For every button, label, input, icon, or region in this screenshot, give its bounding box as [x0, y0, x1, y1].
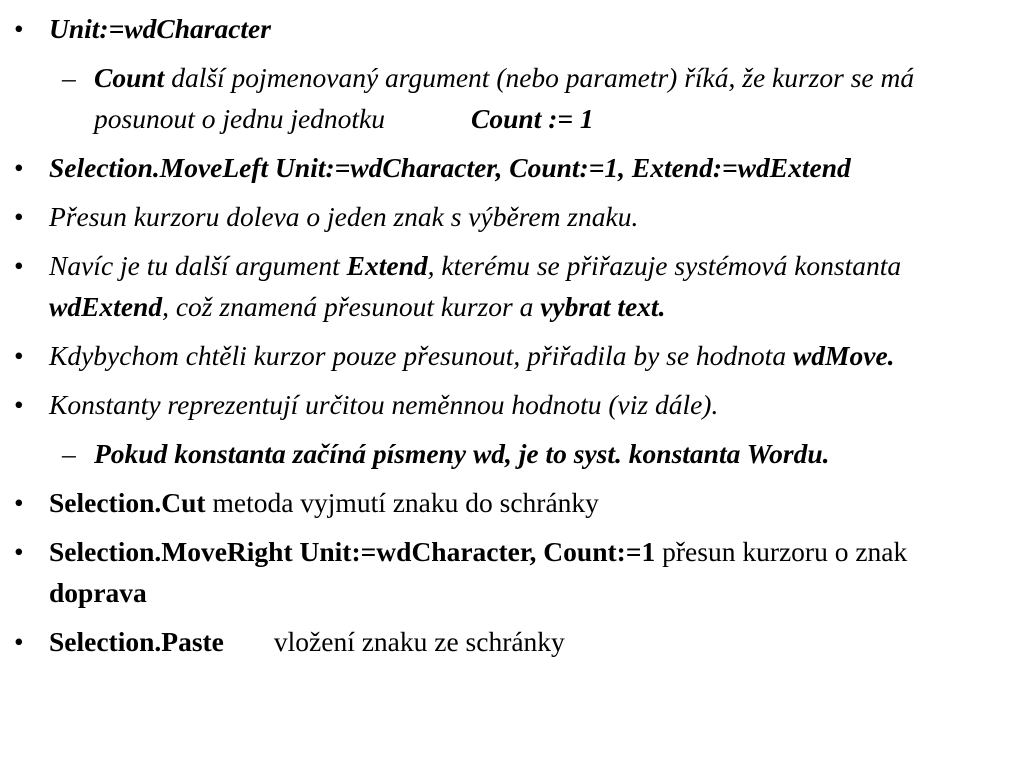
- text-doprava: doprava: [49, 577, 147, 608]
- text-wdextend-term: wdExtend: [49, 291, 163, 322]
- text-count-assignment: Count := 1: [471, 103, 594, 134]
- text-extend-term: Extend: [346, 250, 428, 281]
- sub-item-wd-prefix: [12, 433, 1010, 474]
- text-unit-wdcharacter: Unit:=wdCharacter: [49, 13, 271, 44]
- bullet-item-unit: [12, 8, 1010, 49]
- text-wd-prefix: Pokud konstanta začíná písmeny wd, je to syst. konstanta Wordu.: [94, 438, 830, 469]
- bullet-item-extend: [12, 245, 1010, 327]
- bullet-marker: •: [14, 487, 24, 518]
- text-extend-middle: , kterému se přiřazuje systémová konstanta: [427, 250, 902, 281]
- bullet-marker: •: [14, 340, 24, 371]
- text-count-term: Count: [94, 62, 165, 93]
- bullet-marker: •: [14, 201, 24, 232]
- text-wdmove-term: wdMove.: [792, 340, 895, 371]
- bullet-marker: •: [14, 536, 24, 567]
- text-extend-meaning: , což znamená přesunout kurzor a: [162, 291, 541, 322]
- text-count-description: další pojmenovaný argument (nebo parametr) říká, že kurzor se má posunout o jednu jednotku: [94, 62, 915, 134]
- bullet-marker: •: [14, 152, 24, 183]
- bullet-marker: •: [14, 13, 24, 44]
- text-presun-doleva: Přesun kurzoru doleva o jeden znak s výběrem znaku.: [49, 201, 639, 232]
- bullet-item-moveleft: [12, 147, 1010, 188]
- text-moveleft-command: Selection.MoveLeft Unit:=wdCharacter, Count:=1, Extend:=wdExtend: [49, 152, 851, 183]
- text-wdmove-intro: Kdybychom chtěli kurzor pouze přesunout, přiřadila by se hodnota: [49, 340, 793, 371]
- text-konstanty: Konstanty reprezentují určitou neměnnou hodnotu (viz dále).: [49, 389, 719, 420]
- bullet-item-cut: [12, 482, 1010, 523]
- bullet-item-wdmove: [12, 335, 1010, 376]
- text-cut-description: metoda vyjmutí znaku do schránky: [205, 487, 599, 518]
- bullet-marker: •: [14, 626, 24, 657]
- bullet-marker: •: [14, 250, 24, 281]
- bullet-marker: •: [14, 389, 24, 420]
- text-moveright-command: Selection.MoveRight Unit:=wdCharacter, Count:=1: [49, 536, 656, 567]
- text-selection-paste: Selection.Paste: [49, 626, 224, 657]
- text-moveright-description: přesun kurzoru o znak: [655, 536, 908, 567]
- bullet-item-konstanty: [12, 384, 1010, 425]
- dash-marker: –: [62, 438, 76, 469]
- text-vybrat-text: vybrat text.: [540, 291, 666, 322]
- text-paste-description: vložení znaku ze schránky: [273, 626, 565, 657]
- bullet-item-paste: [12, 621, 1010, 662]
- bullet-item-moveright: [12, 531, 1010, 613]
- sub-item-count: [12, 57, 1010, 139]
- dash-marker: –: [62, 62, 76, 93]
- text-extend-intro: Navíc je tu další argument: [49, 250, 347, 281]
- bullet-item-presun: [12, 196, 1010, 237]
- text-selection-cut: Selection.Cut: [49, 487, 206, 518]
